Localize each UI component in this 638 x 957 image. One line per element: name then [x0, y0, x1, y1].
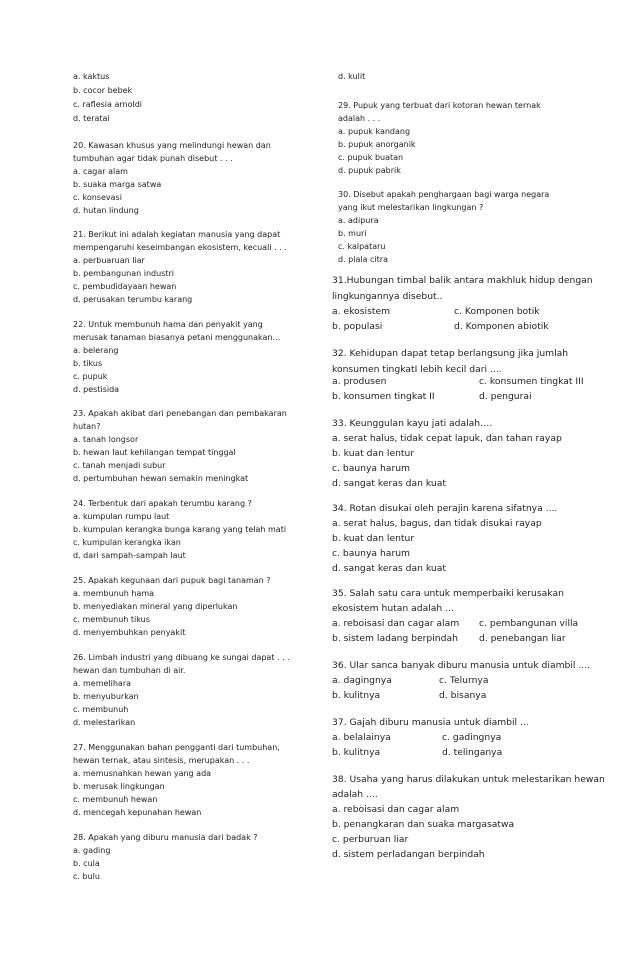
q20-option-b: b. suaka marga satwa	[73, 180, 162, 189]
q26-option-a: a. memelihara	[73, 679, 132, 688]
q30-option-c: c. kalpataru	[338, 242, 386, 251]
q23-option-b: b. hewan laut kehilangan tempat tinggal	[73, 448, 236, 457]
q28-option-a: a. gading	[73, 846, 111, 855]
q25-option-d: d. menyembuhkan penyakit	[73, 628, 186, 637]
q22-question-line2: merusak tanaman biasanya petani menggunakan…	[73, 333, 281, 342]
q20-option-c: c. konsevasi	[73, 193, 122, 202]
q26-option-c: c. membunuh	[73, 705, 129, 714]
q35-option-c: c. pembangunan villa	[479, 618, 579, 629]
q32-option-a: a. produsen	[332, 376, 387, 387]
q36-question: 36. Ular sanca banyak diburu manusia untuk diambil ....	[332, 660, 591, 671]
q33-option-a: a. serat halus, tidak cepat lapuk, dan tahan rayap	[332, 433, 562, 444]
q37-option-a: a. belalainya	[332, 732, 391, 743]
q32-option-b: b. konsumen tingkat II	[332, 391, 435, 402]
q22-option-d: d. pestisida	[73, 385, 120, 394]
q23-option-c: c. tanah menjadi subur	[73, 461, 166, 470]
q21-option-b: b. pembangunan industri	[73, 269, 174, 278]
q33-option-d: d. sangat keras dan kuat	[332, 478, 446, 489]
q37-option-b: b. kulitnya	[332, 747, 381, 758]
q31-option-b: b. populasi	[332, 321, 383, 332]
q30-question-line1: 30. Disebut apakah penghargaan bagi warga negara	[338, 190, 550, 199]
q36-option-c: c. Telurnya	[439, 675, 489, 686]
q29-option-c: c. pupuk buatan	[338, 153, 404, 162]
q32-question-line1: 32. Kehidupan dapat tetap berlangsung jika jumlah	[332, 348, 569, 359]
q27-option-b: b. merusak lingkungan	[73, 782, 165, 791]
q24-option-a: a. kumpulan rumpu laut	[73, 512, 170, 521]
q27-option-a: a. memusnahkan hewan yang ada	[73, 769, 212, 778]
q32-option-d: d. pengurai	[479, 391, 532, 402]
q35-question-line2: ekosistem hutan adalah ...	[332, 603, 454, 614]
q35-option-a: a. reboisasi dan cagar alam	[332, 618, 460, 629]
q36-option-d: d. bisanya	[439, 690, 487, 701]
q21-option-d: d. perusakan terumbu karang	[73, 295, 193, 304]
q24-option-d: d. dari sampah-sampah laut	[73, 551, 186, 560]
q26-option-d: d. melestarikan	[73, 718, 136, 727]
q26-option-b: b. menyuburkan	[73, 692, 139, 701]
q34-option-c: c. baunya harum	[332, 548, 410, 559]
q38-question-line2: adalah ....	[332, 789, 378, 800]
q23-question-line1: 23. Apakah akibat dari penebangan dan pembakaran	[73, 409, 287, 418]
q38-option-d: d. sistem perladangan berpindah	[332, 849, 485, 860]
q22-option-b: b. tikus	[73, 359, 103, 368]
q31-option-c: c. Komponen botik	[454, 306, 540, 317]
q32-option-c: c. konsumen tingkat III	[479, 376, 584, 387]
q35-option-d: d. penebangan liar	[479, 633, 566, 644]
q22-option-a: a. belerang	[73, 346, 119, 355]
q36-option-b: b. kulitnya	[332, 690, 381, 701]
q29-option-d: d. pupuk pabrik	[338, 166, 401, 175]
q33-question: 33. Keunggulan kayu jati adalah….	[332, 418, 493, 429]
q20-option-d: d. hutan lindung	[73, 206, 139, 215]
q33-option-b: b. kuat dan lentur	[332, 448, 415, 459]
q29-question-line2: adalah . . .	[338, 114, 381, 123]
q29-question-line1: 29. Pupuk yang terbuat dari kotoran hewan ternak	[338, 101, 541, 110]
q28-option-b: b. cula	[73, 859, 100, 868]
q21-option-c: c. pembudidayaan hewan	[73, 282, 177, 291]
q25-question: 25. Apakah kegunaan dari pupuk bagi tanaman ?	[73, 576, 271, 585]
q21-question-line2: mempengaruhi keseimbangan ekosistem, kecuali . . .	[73, 243, 287, 252]
q31-option-a: a. ekosistem	[332, 306, 391, 317]
q20-question-line1: 20. Kawasan khusus yang melindungi hewan dan	[73, 141, 271, 150]
q34-question: 34. Rotan disukai oleh perajin karena sifatnya ....	[332, 503, 558, 514]
q20-option-a: a. cagar alam	[73, 167, 128, 176]
q32-question-line2: konsumen tingkatI lebih kecil dari ....	[332, 364, 502, 375]
q38-option-c: c. perburuan liar	[332, 834, 409, 845]
q19-option-a: a. kaktus	[73, 72, 110, 81]
q34-option-d: d. sangat keras dan kuat	[332, 563, 446, 574]
q38-option-b: b. penangkaran dan suaka margasatwa	[332, 819, 515, 830]
q30-option-d: d. piala citra	[338, 255, 388, 264]
q28-option-d: d. kulit	[338, 72, 366, 81]
q37-option-c: c. gadingnya	[442, 732, 502, 743]
q19-option-c: c. raflesia arnoldi	[73, 100, 143, 109]
q30-option-b: b. muri	[338, 229, 367, 238]
q27-option-d: d. mencegah kepunahan hewan	[73, 808, 202, 817]
q23-option-a: a. tanah longsor	[73, 435, 139, 444]
q28-option-c: c. bulu	[73, 872, 100, 881]
q35-question-line1: 35. Salah satu cara untuk memperbaiki kerusakan	[332, 588, 564, 599]
q21-question-line1: 21. Berikut ini adalah kegiatan manusia yang dapat	[73, 230, 281, 239]
q24-question: 24. Terbentuk dari apakah terumbu karang ?	[73, 499, 252, 508]
q31-option-d: d. Komponen abiotik	[454, 321, 549, 332]
q29-option-b: b. pupuk anorganik	[338, 140, 416, 149]
q36-option-a: a. dagingnya	[332, 675, 392, 686]
q25-option-c: c. membunuh tikus	[73, 615, 150, 624]
q37-question: 37. Gajah diburu manusia untuk diambil ...	[332, 717, 529, 728]
q24-option-c: c. kumpulan kerangka ikan	[73, 538, 181, 547]
q30-option-a: a. adipura	[338, 216, 379, 225]
q38-option-a: a. reboisasi dan cagar alam	[332, 804, 460, 815]
q30-question-line2: yang ikut melestarikan lingkungan ?	[338, 203, 484, 212]
q25-option-b: b. menyediakan mineral yang diperlukan	[73, 602, 238, 611]
q31-question-line1: 31.Hubungan timbal balik antara makhluk hidup dengan	[332, 275, 593, 286]
q20-question-line2: tumbuhan agar tidak punah disebut . . .	[73, 154, 233, 163]
q27-option-c: c. membunuh hewan	[73, 795, 158, 804]
q26-question-line2: hewan dan tumbuhan di air.	[73, 666, 186, 675]
q22-option-c: c. pupuk	[73, 372, 108, 381]
q29-option-a: a. pupuk kandang	[338, 127, 411, 136]
q25-option-a: a. membunuh hama	[73, 589, 155, 598]
q34-option-b: b. kuat dan lentur	[332, 533, 415, 544]
q37-option-d: d. telinganya	[442, 747, 503, 758]
q26-question-line1: 26. Limbah industri yang dibuang ke sungai dapat . . .	[73, 653, 290, 662]
q38-question-line1: 38. Usaha yang harus dilakukan untuk melestarikan hewan	[332, 774, 605, 785]
q22-question-line1: 22. Untuk membunuh hama dan penyakit yang	[73, 320, 263, 329]
q19-option-d: d. teratai	[73, 114, 110, 123]
q24-option-b: b. kumpulan kerangka bunga karang yang telah mati	[73, 525, 287, 534]
q34-option-a: a. serat halus, bagus, dan tidak disukai rayap	[332, 518, 542, 529]
q31-question-line2: lingkungannya disebut..	[332, 291, 443, 302]
q33-option-c: c. baunya harum	[332, 463, 410, 474]
q23-question-line2: hutan?	[73, 422, 101, 431]
q27-question-line1: 27. Menggunakan bahan pengganti dari tumbuhan,	[73, 743, 280, 752]
q35-option-b: b. sistem ladang berpindah	[332, 633, 458, 644]
q21-option-a: a. perbuaruan liar	[73, 256, 145, 265]
q28-question: 28. Apakah yang diburu manusia dari badak ?	[73, 833, 258, 842]
q19-option-b: b. cocor bebek	[73, 86, 133, 95]
q27-question-line2: hewan ternak, atau sintesis, merupakan . . .	[73, 756, 250, 765]
q23-option-d: d. pertumbuhan hewan semakin meningkat	[73, 474, 249, 483]
